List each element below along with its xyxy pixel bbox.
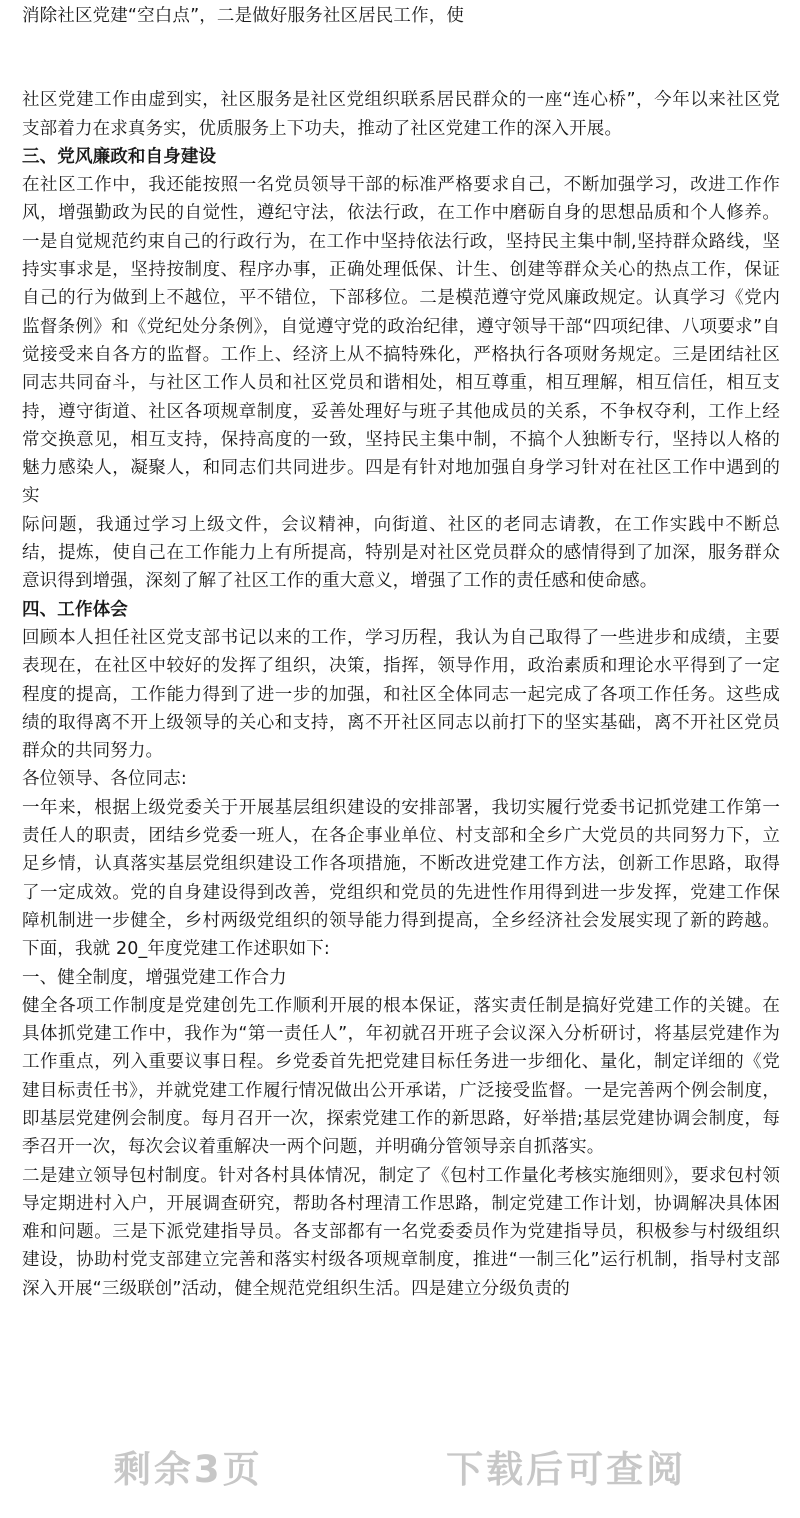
paragraph: 回顾本人担任社区党支部书记以来的工作，学习历程，我认为自己取得了一些进步和成绩，主要表现在，在社区中较好的发挥了组织，决策，指挥，领导作用，政治素质和理论水平得到了一定程度的提高，工作能力得到了进一步的加强，和社区全体同志一起完成了各项工作任务。这些成绩的取得离不开上级领导的关心和支持，离不开社区同志以前打下的坚实基础，离不开社区党员群众的共同努力。 <box>22 627 780 762</box>
section-heading: 三、党风廉政和自身建设 <box>22 146 217 167</box>
download-prompt[interactable] <box>0 1439 800 1493</box>
remaining-pages-label: 剩余3页 <box>113 1448 263 1491</box>
paragraph-top: 消除社区党建“空白点”，二是做好服务社区居民工作，使 <box>22 6 465 26</box>
section-heading: 四、工作体会 <box>22 599 128 620</box>
salutation: 各位领导、各位同志: <box>22 769 187 790</box>
subsection-heading: 一、健全制度，增强党建工作合力 <box>22 967 287 988</box>
download-prompt-bar[interactable] <box>0 1415 800 1515</box>
paragraph: 一年来，根据上级党委关于开展基层组织建设的安排部署，我切实履行党委书记抓党建工作第一责任人的职责，团结乡党委一班人，在各企事业单位、村支部和全乡广大党员的共同努力下，立足乡情，认真落实基层党组织建设工作各项措施，不断改进党建工作方法，创新工作思路，取得了一定成效。党的自身建设得到改善，党组织和党员的先进性作用得到进一步发挥，党建工作保障机制进一步健全，乡村两级党组织的领导能力得到提高，全乡经济社会发展实现了新的跨越。下面，我就 20_年度党建工作述职如下: <box>22 797 780 960</box>
paragraph-gap <box>22 30 780 86</box>
paragraph: 社区党建工作由虚到实，社区服务是社区党组织联系居民群众的一座“连心桥”，今年以来社区党支部着力在求真务实，优质服务上下功夫，推动了社区党建工作的深入开展。 <box>22 90 780 139</box>
paragraph: 健全各项工作制度是党建创先工作顺利开展的根本保证，落实责任制是搞好党建工作的关键。在具体抓党建工作中，我作为“第一责任人”，年初就召开班子会议深入分析研讨，将基层党建作为工作重点，列入重要议事日程。乡党委首先把党建目标任务进一步细化、量化，制定详细的《党建目标责任书》，并就党建工作履行情况做出公开承诺，广泛接受监督。一是完善两个例会制度，即基层党建例会制度。每月召开一次，探索党建工作的新思路，好举措;基层党建协调会制度，每季召开一次，每次会议着重解决一两个问题，并明确分管领导亲自抓落实。 <box>22 995 780 1158</box>
paragraph: 际问题，我通过学习上级文件，会议精神，向街道、社区的老同志请教，在工作实践中不断总结，提炼，使自己在工作能力上有所提高，特别是对社区党员群众的感情得到了加深，服务群众意识得到增强，深刻了解了社区工作的重大意义，增强了工作的责任感和使命感。 <box>22 514 780 592</box>
download-to-view-label: 下载后可查阅 <box>446 1448 687 1491</box>
document-body <box>22 2 780 1303</box>
paragraph: 在社区工作中，我还能按照一名党员领导干部的标准严格要求自己，不断加强学习，改进工作作风，增强勤政为民的自觉性，遵纪守法，依法行政，在工作中磨砺自身的思想品质和个人修养。一是自觉规范约束自己的行政行为，在工作中坚持依法行政，坚持民主集中制,坚持群众路线，坚持实事求是，坚持按制度、程序办事，正确处理低保、计生、创建等群众关心的热点工作，保证自己的行为做到上不越位，平不错位，下部移位。二是模范遵守党风廉政规定。认真学习《党内监督条例》和《党纪处分条例》，自觉遵守党的政治纪律，遵守领导干部“四项纪律、八项要求”自觉接受来自各方的监督。工作上、经济上从不搞特殊化，严格执行各项财务规定。三是团结社区同志共同奋斗，与社区工作人员和社区党员和谐相处，相互尊重，相互理解，相互信任，相互支持，遵守街道、社区各项规章制度，妥善处理好与班子其他成员的关系，不争权夺利，工作上经常交换意见，相互支持，保持高度的一致，坚持民主集中制，不搞个人独断专行，坚持以人格的魅力感染人，凝聚人，和同志们共同进步。四是有针对地加强自身学习针对在社区工作中遇到的实 <box>22 175 780 507</box>
paragraph: 二是建立领导包村制度。针对各村具体情况，制定了《包村工作量化考核实施细则》，要求包村领导定期进村入户，开展调查研究，帮助各村理清工作思路，制定党建工作计划，协调解决具体困难和问题。三是下派党建指导员。各支部都有一名党委委员作为党建指导员，积极参与村级组织建设，协助村党支部建立完善和落实村级各项规章制度，推进“一制三化”运行机制，指导村支部深入开展“三级联创”活动，健全规范党组织生活。四是建立分级负责的 <box>22 1165 780 1299</box>
